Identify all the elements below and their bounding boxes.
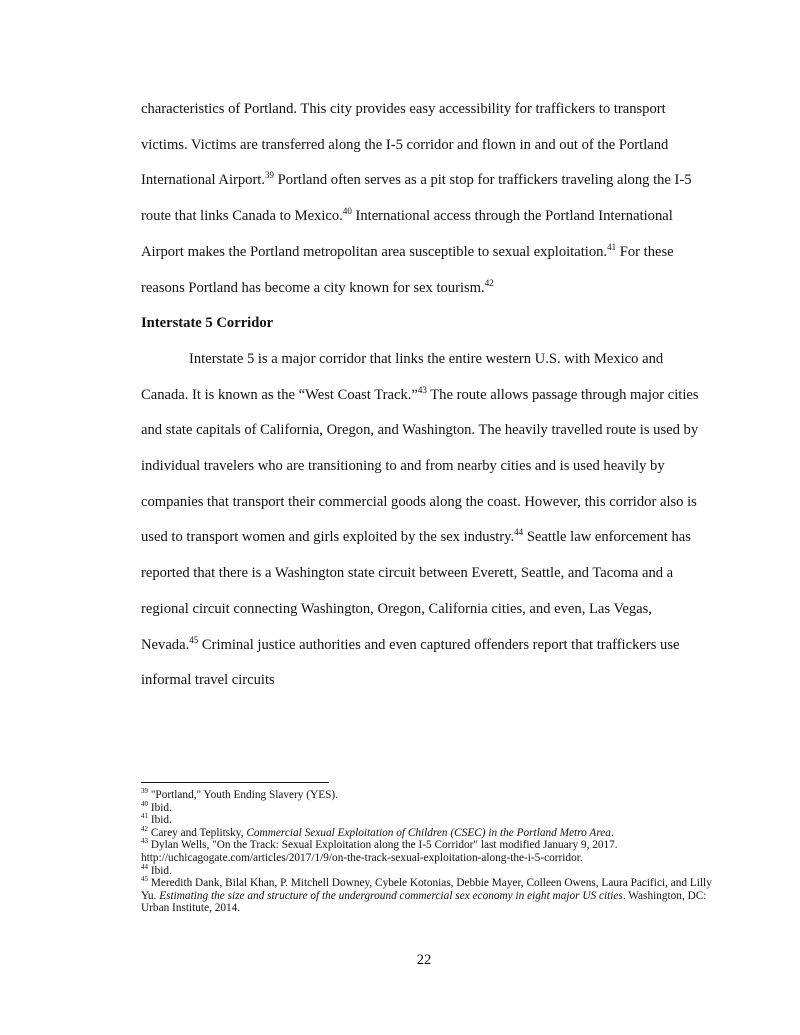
footnote-42 [141, 827, 716, 840]
footnote-ref-45: 45 [189, 634, 199, 645]
footnote-text: Ibid. [148, 864, 172, 877]
paragraph-text: Criminal justice authorities and even captured offenders report that traffickers use informal travel circuits [141, 636, 680, 689]
footnote-ref-44: 44 [514, 527, 524, 538]
footnote-ref-41: 41 [607, 241, 617, 252]
footnote-number: 40 [141, 799, 148, 808]
paragraph-corridor [141, 342, 711, 699]
section-heading: Interstate 5 Corridor [141, 315, 274, 332]
paragraph-text: For these reasons Portland has become a city known for sex tourism. [141, 243, 674, 296]
page-number: 22 [416, 952, 432, 968]
footnote-ref-42: 42 [484, 277, 494, 288]
footnote-ref-43: 43 [417, 384, 427, 395]
footnote-text: Carey and Teplitsky, [148, 826, 247, 839]
footnote-43 [141, 839, 716, 864]
footnote-title: Estimating the size and structure of the underground commercial sex economy in eight major US cities [159, 889, 623, 902]
footnote-ref-40: 40 [342, 206, 352, 217]
paragraph-text: characteristics of Portland. This city provides easy accessibility for traffickers to transport victims. Victims are transferred along the I-5 corridor and flown in and out of the Portland International Airport. [141, 101, 669, 189]
paragraph-text: Seattle law enforcement has reported that there is a Washington state circuit between Everett, Seattle, and Tacoma and a regional circuit connecting Washington, Oregon, California cities, and even, Las Vegas, Nevada. [141, 529, 691, 653]
footnote-number: 39 [141, 787, 148, 796]
footnote-41 [141, 814, 716, 827]
footnote-number: 42 [141, 825, 148, 834]
paragraph-text: Interstate 5 is a major corridor that links the entire western U.S. with Mexico and Canada. It is known as the “West Coast Track.” [141, 350, 664, 403]
paragraph-portland [141, 92, 711, 306]
footnote-text: Dylan Wells, "On the Track: Sexual Exploitation along the I-5 Corridor" last modified January 9, 2017. http://uchicagogate.com/articles/2017/1/9/on-the-track-sexual-exploitation-along-the-i-5-corridor. [141, 839, 618, 864]
footnotes [141, 789, 716, 915]
footnote-text: Meredith Dank, Bilal Khan, P. Mitchell Downey, Cybele Kotonias, Debbie Mayer, Colleen Owens, Laura Pacifici, and Lilly Yu. [141, 877, 712, 902]
footnote-text: "Portland," Youth Ending Slavery (YES). [148, 789, 338, 801]
footnote-number: 44 [141, 862, 148, 871]
footnote-45 [141, 877, 716, 915]
footnote-44 [141, 862, 716, 878]
footnote-separator [141, 782, 329, 783]
footnote-number: 41 [141, 812, 148, 821]
footnote-number: 45 [141, 875, 148, 884]
footnote-title: Commercial Sexual Exploitation of Children (CSEC) in the Portland Metro Area [246, 826, 611, 839]
footnote-text: Ibid. [148, 801, 172, 814]
paragraph-text: Portland often serves as a pit stop for traffickers traveling along the I-5 route that links Canada to Mexico. [141, 172, 692, 225]
footnote-number: 43 [141, 837, 148, 846]
footnote-ref-39: 39 [265, 170, 275, 181]
paragraph-text: The route allows passage through major cities and state capitals of California, Oregon, and Washington. The heavily travelled route is used by individual travelers who are transitioning to and from nearby cities and is used heavily by companies that transport their commercial goods along the coast. However, this corridor also is used to transport women and girls exploited by the sex industry. [141, 386, 699, 546]
footnote-text: . [610, 826, 614, 839]
footnote-text: Ibid. [148, 814, 172, 827]
paragraph-text: International access through the Portland International Airport makes the Portland metropolitan area susceptible to sexual exploitation. [141, 208, 673, 260]
footnote-text: . Washington, DC: Urban Institute, 2014. [141, 889, 707, 915]
body-text [141, 92, 711, 699]
footnote-39 [141, 789, 716, 802]
footnote-40 [141, 799, 716, 815]
